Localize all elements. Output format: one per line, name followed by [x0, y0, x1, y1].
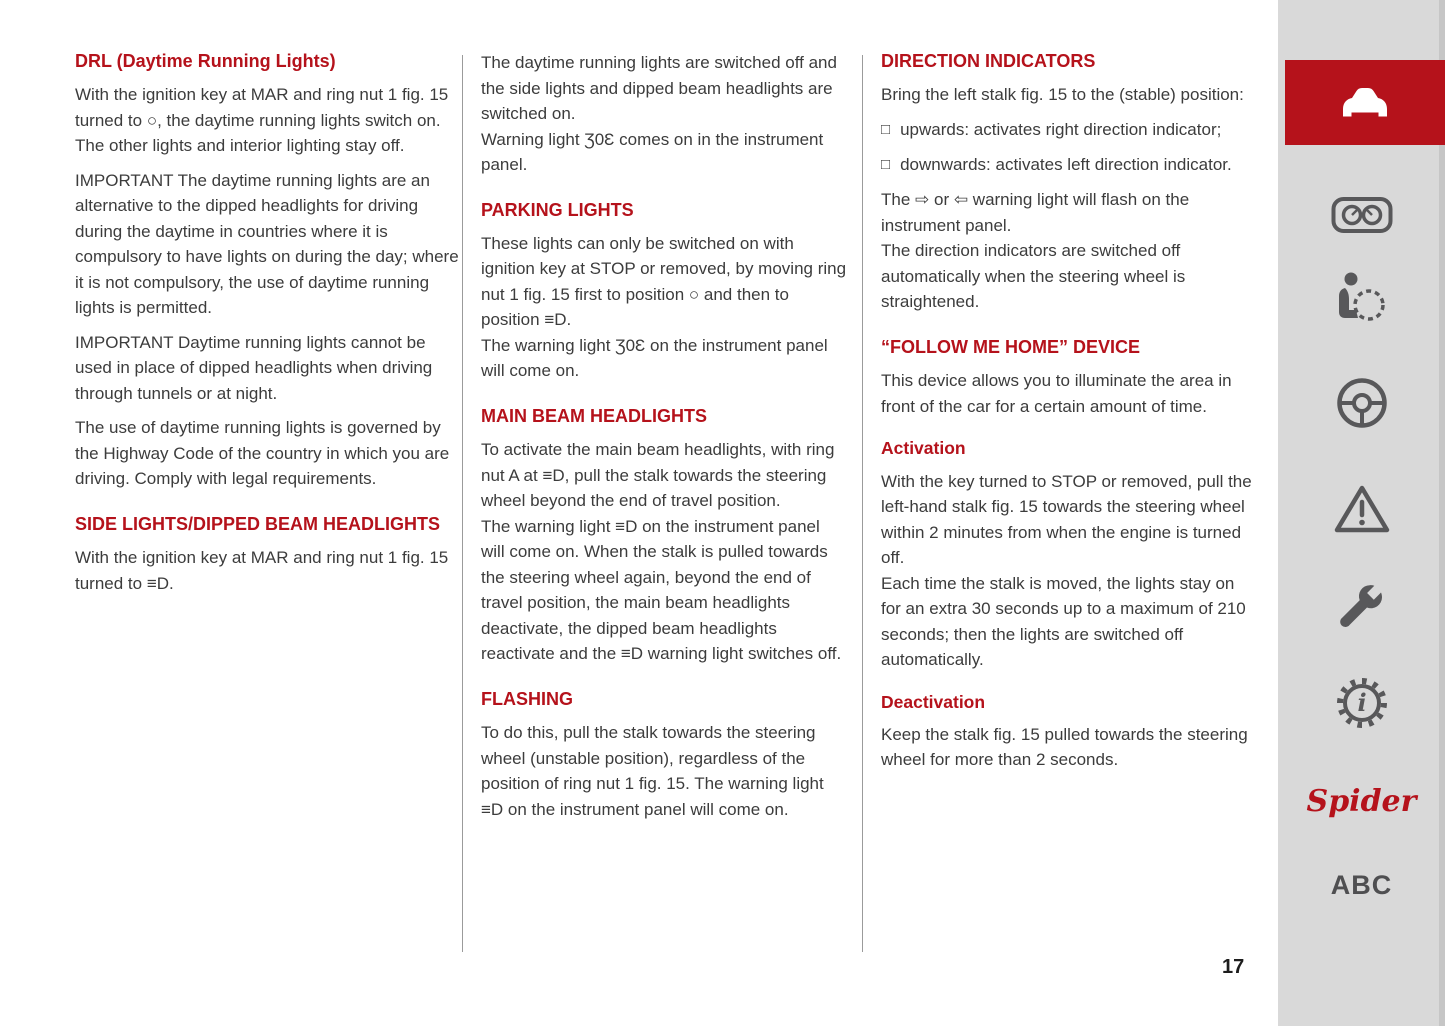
heading-direction-indicators: DIRECTION INDICATORS: [881, 51, 1096, 71]
column-divider-2: [862, 55, 863, 952]
steering-wheel-icon: [1335, 376, 1389, 430]
paragraph-drl-other-lights: The other lights and interior lighting stay off.: [75, 136, 405, 156]
heading-follow-me-home: “FOLLOW ME HOME” DEVICE: [881, 336, 1140, 357]
bullet-marker-icon: □: [881, 156, 891, 174]
bullet-marker-icon: □: [881, 120, 891, 138]
bullet-left-indicator-text: downwards: activates left direction indicator.: [900, 155, 1232, 175]
page-number: 17: [1222, 956, 1245, 978]
airbag-icon: [1336, 270, 1388, 326]
paragraph-drl-highway-code: The use of daytime running lights is governed by the Highway Code of the country in which you are driving. Comply with legal requirements.: [75, 418, 450, 489]
heading-side-lights: SIDE LIGHTS/DIPPED BEAM HEADLIGHTS: [75, 513, 441, 534]
spider-logo: Spider: [1306, 784, 1417, 819]
paragraph-activation-2: Each time the stalk is moved, the lights stay on for an extra 30 seconds up to a maximum of 210 seconds; then the lights are switched off automatically.: [881, 573, 1246, 670]
paragraph-drl-switched-off: The daytime running lights are switched off and the side lights and dipped beam headlights are switched on.: [481, 53, 837, 123]
paragraph-left-stalk: Bring the left stalk fig. 15 to the (stable) position:: [881, 85, 1244, 105]
subheading-deactivation: Deactivation: [881, 691, 986, 712]
heading-drl: DRL (Daytime Running Lights): [75, 51, 336, 71]
paragraph-activation-1: With the key turned to STOP or removed, pull the left-hand stalk fig. 15 towards the steering wheel within 2 minutes from when the engine is turned off.: [881, 471, 1252, 568]
paragraph-follow-me-home: This device allows you to illuminate the area in front of the car for a certain amount of time.: [881, 371, 1232, 416]
sidebar-item-safety: [1278, 270, 1445, 326]
heading-parking-lights: PARKING LIGHTS: [481, 199, 634, 220]
chapter-sidebar: [1278, 0, 1445, 1026]
warning-triangle-icon: [1333, 483, 1391, 535]
paragraph-warning-light-side: Warning light Ʒ0Ɛ comes on in the instrument panel.: [481, 129, 824, 174]
subheading-activation: Activation: [881, 438, 966, 459]
paragraph-indicator-warning-light: The ⇨ or ⇦ warning light will flash on the instrument panel.: [881, 190, 1190, 235]
paragraph-side-lights: With the ignition key at MAR and ring nut 1 fig. 15 turned to ≡D.: [75, 548, 449, 593]
gear-info-letter: i: [1356, 688, 1367, 717]
column-left: [75, 50, 467, 596]
paragraph-flashing: To do this, pull the stalk towards the steering wheel (unstable position), regardless of the position of ring nut 1 fig. 15. The warning light ≡D on the instrument panel will come on.: [481, 723, 824, 819]
car-front-icon: [1336, 85, 1394, 121]
sidebar-item-instruments: [1278, 196, 1445, 234]
paragraph-drl-important-2: IMPORTANT Daytime running lights cannot be used in place of dipped headlights when driving through tunnels or at night.: [75, 332, 433, 403]
column-right: [881, 50, 1255, 773]
paragraph-main-beam-activate: To activate the main beam headlights, with ring nut A at ≡D, pull the stalk towards the steering wheel beyond the end of travel position.: [481, 440, 835, 511]
gear-info-icon: [1334, 675, 1390, 731]
paragraph-indicator-auto-off: The direction indicators are switched off automatically when the steering wheel is straightened.: [881, 241, 1186, 312]
paragraph-parking-lights: These lights can only be switched on with ignition key at STOP or removed, by moving ring nut 1 fig. 15 first to position ○ and then to position ≡D.: [481, 233, 847, 330]
bullet-right-indicator: [881, 117, 1255, 143]
sidebar-item-maintenance: [1278, 582, 1445, 638]
sidebar-item-steering: [1278, 376, 1445, 430]
instrument-cluster-icon: [1331, 196, 1393, 234]
heading-flashing: FLASHING: [481, 688, 573, 709]
bullet-left-indicator: [881, 152, 1255, 178]
paragraph-deactivation: Keep the stalk fig. 15 pulled towards the steering wheel for more than 2 seconds.: [881, 724, 1248, 770]
sidebar-item-warnings: [1278, 483, 1445, 535]
paragraph-drl-ignition: With the ignition key at MAR and ring nut 1 fig. 15 turned to ○, the daytime running lights switch on.: [75, 85, 449, 130]
sidebar-item-technical-info: [1278, 675, 1445, 731]
paragraph-main-beam-warning: The warning light ≡D on the instrument panel will come on. When the stalk is pulled towards the steering wheel again, beyond the end of travel position, the main beam headlights deactivate, the dipped beam headlights reactivate and the ≡D warning light switches off.: [481, 516, 842, 664]
paragraph-parking-warning-light: The warning light Ʒ0Ɛ on the instrument panel will come on.: [481, 335, 828, 381]
bullet-right-indicator-text: upwards: activates right direction indicator;: [900, 119, 1222, 139]
wrench-icon: [1335, 582, 1389, 638]
column-middle: [481, 50, 847, 822]
active-chapter-tab: [1285, 60, 1445, 145]
heading-main-beam: MAIN BEAM HEADLIGHTS: [481, 405, 707, 426]
abc-index-label: ABC: [1330, 870, 1393, 900]
column-divider-1: [462, 55, 463, 952]
paragraph-drl-important-1: IMPORTANT The daytime running lights are an alternative to the dipped headlights for driving during the daytime in countries where it is compulsory to have lights on during the day; where it is not compulsory, the use of daytime running lights is permitted.: [75, 170, 459, 318]
